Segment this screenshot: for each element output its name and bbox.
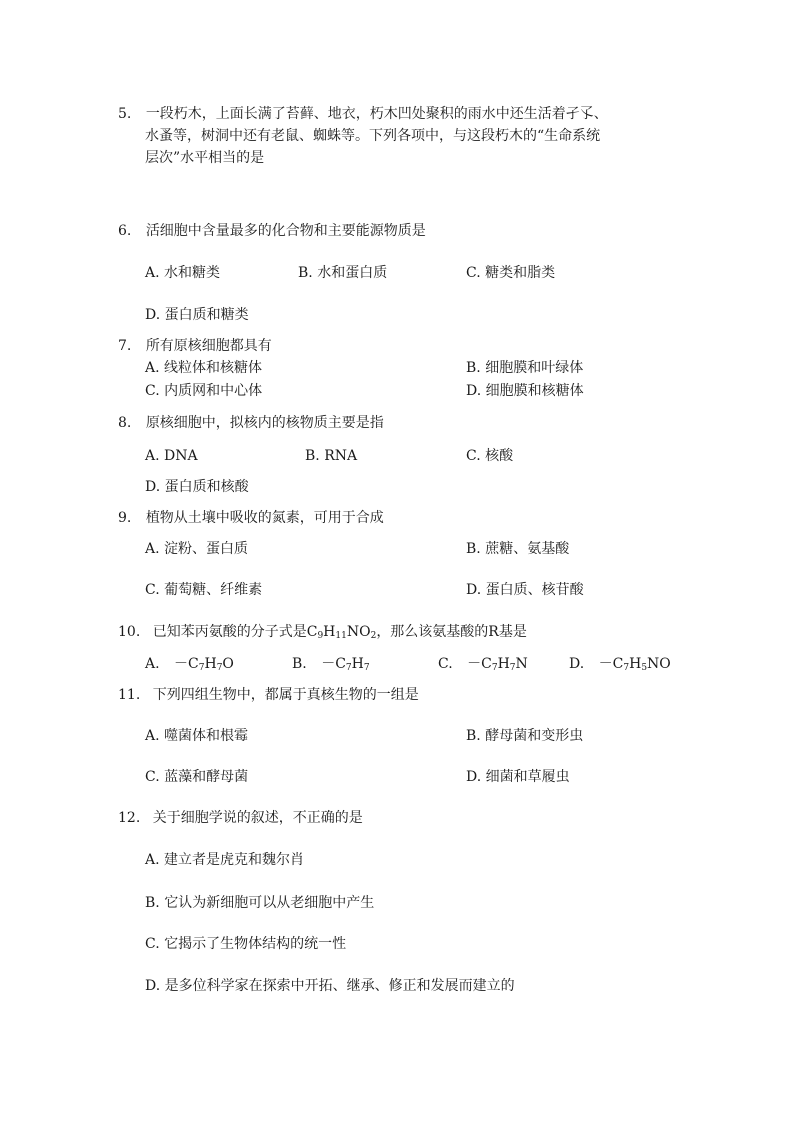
question-stem: 一段朽木，上面长满了苔藓、地衣，朽木凹处聚积的雨水中还生活着孑孓、	[145, 106, 608, 122]
option-b: B. 水和蛋白质	[298, 265, 388, 281]
option-b: B. RNA	[305, 448, 358, 464]
formula-part: O	[222, 656, 234, 672]
option-a: A. 建立者是虎克和魏尔肖	[145, 852, 305, 868]
option-b: B. 酵母菌和变形虫	[466, 728, 584, 744]
formula-subscript: 7	[363, 663, 370, 673]
formula-subscript: 11	[335, 631, 347, 641]
option-d: D. 蛋白质和核酸	[145, 479, 249, 495]
option-a: A. 噬菌体和根霉	[145, 728, 249, 744]
question-10	[118, 622, 527, 642]
option-c: C. 核酸	[466, 448, 514, 464]
formula-part: NO	[346, 624, 371, 640]
formula-part: H	[323, 624, 336, 640]
question-stem-continued: 层次”水平相当的是	[145, 150, 265, 166]
option-a	[145, 654, 234, 674]
option-b: B. 蔗糖、氨基酸	[466, 541, 570, 557]
option-b: B. 细胞膜和叶绿体	[466, 360, 584, 376]
formula-part: H	[351, 656, 364, 672]
option-a: A. 淀粉、蛋白质	[145, 541, 249, 557]
question-stem-continued: 水蚤等，树洞中还有老鼠、蜘蛛等。下列各项中，与这段朽木的“生命系统	[145, 128, 601, 144]
formula-part: －C	[598, 656, 624, 672]
question-number: 6.	[118, 223, 132, 239]
option-c: C. 内质网和中心体	[145, 383, 263, 399]
formula-subscript: 7	[623, 663, 630, 673]
formula-part: H	[629, 656, 642, 672]
question-9	[118, 508, 384, 528]
option-d: D. 蛋白质和糖类	[145, 307, 249, 323]
question-number: 11.	[118, 687, 141, 703]
option-a: A. 线粒体和核糖体	[145, 360, 263, 376]
question-stem-tail: ，那么该氨基酸的R基是	[376, 624, 527, 640]
question-12	[118, 808, 363, 828]
question-stem: 活细胞中含量最多的化合物和主要能源物质是	[145, 223, 426, 239]
option-d: D. 是多位科学家在探索中开拓、继承、修正和发展而建立的	[145, 978, 515, 994]
formula-subscript: 7	[509, 663, 516, 673]
question-5	[118, 104, 608, 124]
formula-subscript: 2	[370, 631, 377, 641]
formula-part: －C	[174, 656, 199, 672]
formula-subscript: 5	[641, 663, 648, 673]
question-stem: 关于细胞学说的叙述，不正确的是	[152, 810, 363, 826]
option-b	[292, 654, 370, 674]
formula-subscript: 7	[345, 663, 352, 673]
option-c: C. 它揭示了生物体结构的统一性	[145, 936, 347, 952]
formula-subscript: 7	[198, 663, 205, 673]
question-number: 10.	[118, 624, 141, 640]
question-stem: 原核细胞中，拟核内的核物质主要是指	[145, 415, 384, 431]
option-a: A. DNA	[145, 448, 198, 464]
question-8	[118, 413, 384, 433]
option-c: C. 糖类和脂类	[466, 265, 556, 281]
question-7	[118, 336, 272, 356]
option-d: D. 蛋白质、核苷酸	[466, 582, 584, 598]
option-c: C. 葡萄糖、纤维素	[145, 582, 263, 598]
formula-part: －C	[321, 656, 346, 672]
option-c	[438, 654, 528, 674]
formula-subscript: 9	[317, 631, 324, 641]
question-number: 7.	[118, 338, 132, 354]
question-stem: 下列四组生物中，都属于真核生物的一组是	[152, 687, 419, 703]
question-number: 8.	[118, 415, 132, 431]
question-stem: 植物从土壤中吸收的氮素，可用于合成	[145, 510, 384, 526]
option-d	[569, 654, 671, 674]
option-b: B. 它认为新细胞可以从老细胞中产生	[145, 895, 375, 911]
formula-part: H	[204, 656, 217, 672]
option-label: B.	[292, 656, 307, 672]
option-label: D.	[569, 656, 585, 672]
question-stem: 所有原核细胞都具有	[145, 338, 272, 354]
formula-part: H	[497, 656, 510, 672]
formula-part: －C	[467, 656, 492, 672]
question-number: 5.	[118, 106, 132, 122]
formula-part: NO	[647, 656, 671, 672]
formula-subscript: 7	[491, 663, 498, 673]
question-number: 9.	[118, 510, 132, 526]
option-c: C. 蓝藻和酵母菌	[145, 769, 249, 785]
option-label: A.	[145, 656, 160, 672]
formula-part: N	[515, 656, 528, 672]
option-d: D. 细菌和草履虫	[466, 769, 570, 785]
question-number: 12.	[118, 810, 141, 826]
option-d: D. 细胞膜和核糖体	[466, 383, 584, 399]
formula-subscript: 7	[216, 663, 223, 673]
option-label: C.	[438, 656, 453, 672]
question-6	[118, 221, 426, 241]
question-stem: 已知苯丙氨酸的分子式是C	[152, 624, 318, 640]
question-11	[118, 685, 419, 705]
option-a: A. 水和糖类	[145, 265, 221, 281]
